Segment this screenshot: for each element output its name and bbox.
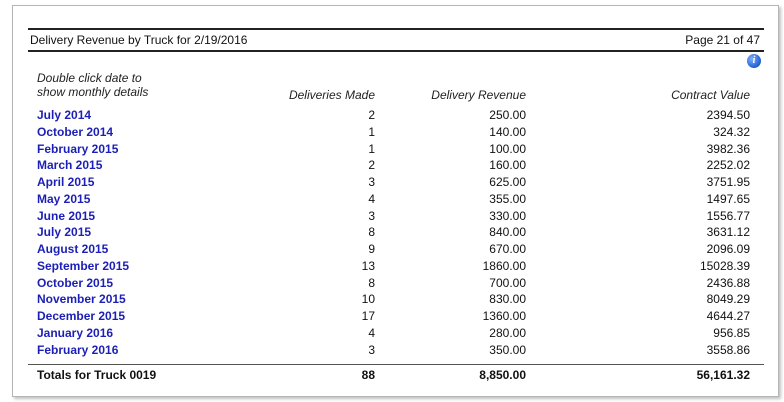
deliveries-cell: 8 [368,225,375,240]
contract-cell: 3982.36 [706,141,750,156]
report-header [28,28,764,52]
double-click-hint [37,71,148,99]
info-icon[interactable]: i [747,54,761,68]
table-row[interactable] [13,342,778,359]
column-header-contract: Contract Value [671,88,750,102]
month-link[interactable]: August 2015 [37,242,109,256]
table-row[interactable] [13,308,778,325]
month-link[interactable]: March 2015 [37,158,103,173]
month-link[interactable]: May 2015 [37,191,91,206]
month-link[interactable]: October 2015 [37,275,114,290]
report-title: Delivery Revenue by Truck for 2/19/2016 [30,33,248,47]
month-link[interactable]: November 2015 [37,292,126,307]
table-row[interactable] [13,275,778,292]
revenue-cell: 670.00 [489,242,526,256]
table-row[interactable] [13,241,778,258]
contract-cell: 2252.02 [706,158,750,173]
deliveries-cell: 10 [361,292,375,307]
deliveries-cell: 4 [368,325,375,340]
table-row[interactable] [13,258,778,275]
contract-cell: 1497.65 [706,191,750,206]
deliveries-cell: 13 [361,258,375,273]
deliveries-cell: 4 [368,191,375,206]
deliveries-cell: 1 [368,124,375,139]
month-link[interactable]: June 2015 [37,208,96,223]
contract-cell: 2096.09 [706,242,750,256]
contract-cell: 15028.39 [699,258,750,273]
revenue-cell: 280.00 [489,325,526,340]
month-link[interactable]: July 2015 [37,225,92,240]
contract-cell: 1556.77 [706,208,750,223]
revenue-cell: 830.00 [489,292,526,307]
month-link[interactable]: April 2015 [37,175,95,189]
totals-revenue: 8,850.00 [479,368,526,382]
table-row[interactable] [13,208,778,225]
contract-cell: 3558.86 [706,342,750,357]
totals-row [13,368,778,384]
revenue-cell: 250.00 [489,108,526,122]
page-number: Page 21 of 47 [685,33,760,47]
month-link[interactable]: September 2015 [37,258,130,273]
revenue-cell: 840.00 [489,225,526,240]
table-row[interactable] [13,124,778,141]
column-header-deliveries: Deliveries Made [288,88,375,102]
deliveries-cell: 2 [368,108,375,122]
totals-deliveries: 88 [361,368,375,382]
revenue-cell: 355.00 [489,191,526,206]
deliveries-cell: 9 [368,242,375,256]
revenue-cell: 1360.00 [482,309,526,323]
contract-cell: 8049.29 [706,292,750,307]
hint-line-2: show monthly details [37,85,149,99]
deliveries-cell: 8 [368,275,375,290]
deliveries-cell: 3 [368,175,375,189]
table-row[interactable] [13,174,778,191]
revenue-cell: 1860.00 [482,258,526,273]
deliveries-cell: 1 [368,141,375,156]
totals-label: Totals for Truck 0019 [37,368,157,382]
table-row[interactable] [13,224,778,241]
revenue-cell: 625.00 [489,175,526,189]
table-row[interactable] [13,157,778,174]
revenue-cell: 160.00 [489,158,526,173]
month-link[interactable]: July 2014 [37,108,92,122]
contract-cell: 3751.95 [706,175,750,189]
revenue-cell: 140.00 [489,124,526,139]
month-link[interactable]: December 2015 [37,309,126,323]
deliveries-cell: 2 [368,158,375,173]
contract-cell: 2436.88 [706,275,750,290]
revenue-cell: 100.00 [489,141,526,156]
contract-cell: 2394.50 [706,108,750,122]
contract-cell: 4644.27 [706,309,750,323]
deliveries-cell: 17 [361,309,375,323]
month-link[interactable]: October 2014 [37,124,114,139]
contract-cell: 956.85 [713,325,750,340]
deliveries-cell: 3 [368,342,375,357]
table-row[interactable] [13,291,778,308]
revenue-cell: 330.00 [489,208,526,223]
table-row[interactable] [13,325,778,342]
month-link[interactable]: February 2016 [37,342,119,357]
report-page [12,5,779,397]
table-row[interactable] [13,141,778,158]
totals-contract: 56,161.32 [696,368,750,382]
contract-cell: 324.32 [713,124,750,139]
month-link[interactable]: February 2015 [37,141,119,156]
hint-line-1: Double click date to [37,71,142,85]
totals-divider [28,364,764,365]
revenue-cell: 700.00 [489,275,526,290]
table-row[interactable] [13,191,778,208]
month-link[interactable]: January 2016 [37,325,114,340]
revenue-cell: 350.00 [489,342,526,357]
column-header-revenue: Delivery Revenue [431,88,526,102]
deliveries-cell: 3 [368,208,375,223]
table-row[interactable] [13,107,778,124]
contract-cell: 3631.12 [706,225,750,240]
